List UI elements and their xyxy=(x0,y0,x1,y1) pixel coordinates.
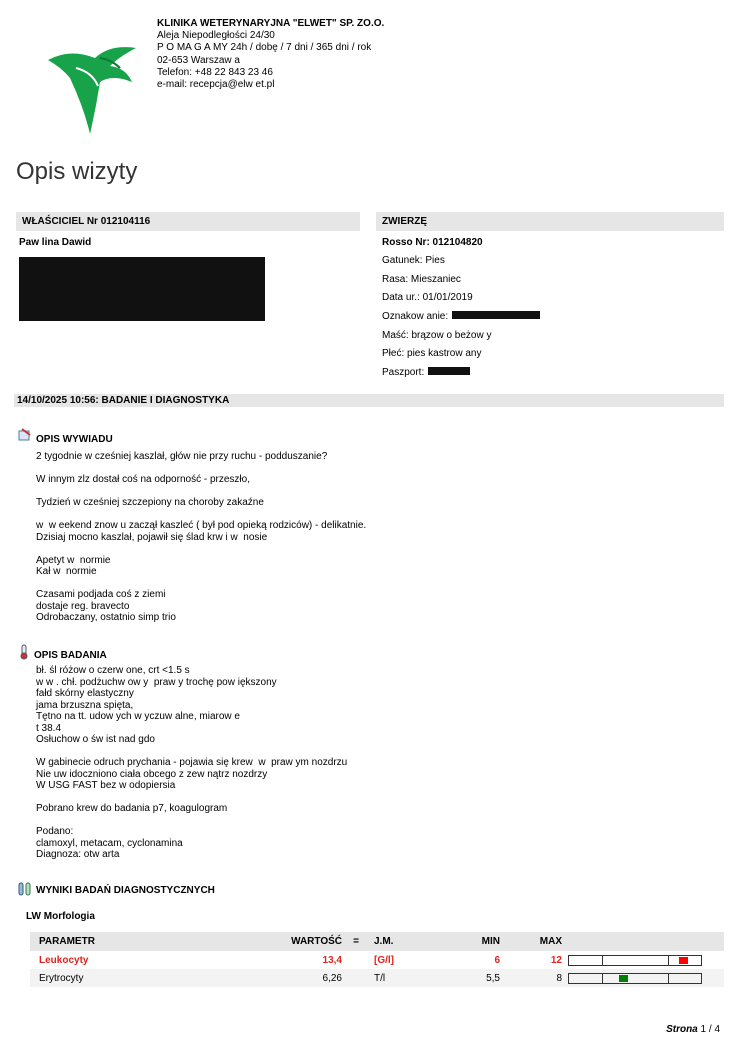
owner-header: WŁAŚCICIEL Nr 012104116 xyxy=(16,212,360,231)
result-unit: T/l xyxy=(370,969,430,987)
owner-redaction xyxy=(19,257,265,321)
clinic-email: e-mail: recepcja@elw et.pl xyxy=(157,79,275,91)
page-indicator xyxy=(666,1024,720,1035)
animal-marking xyxy=(382,311,540,322)
result-param: Leukocyty xyxy=(39,954,89,966)
range-gauge-marker xyxy=(619,975,628,982)
page-title: Opis wizyty xyxy=(16,158,138,185)
animal-name: Rosso Nr: 012104820 xyxy=(382,237,483,248)
animal-coat: Maść: brązow o beżow y xyxy=(382,330,492,341)
animal-dob: Data ur.: 01/01/2019 xyxy=(382,292,473,303)
range-gauge xyxy=(568,955,702,966)
result-unit: [G/l] xyxy=(374,954,394,966)
col-gauge xyxy=(562,932,724,951)
col-min: MIN xyxy=(430,932,500,951)
result-min: 6 xyxy=(494,954,500,966)
page-sep: / xyxy=(708,1024,712,1035)
result-value: 13,4 xyxy=(322,954,342,966)
visit-header: 14/10/2025 10:56: BADANIE I DIAGNOSTYKA xyxy=(14,394,724,407)
result-max: 12 xyxy=(550,954,562,966)
results-section-header xyxy=(18,882,215,899)
result-row xyxy=(30,969,724,987)
clinic-info xyxy=(157,18,384,91)
clinic-address: Aleja Niepodległości 24/30 xyxy=(157,30,275,42)
clinic-hours: P O MA G A MY 24h / dobę / 7 dni / 365 dni / rok xyxy=(157,42,372,54)
animal-passport xyxy=(382,367,470,378)
clinic-name: KLINIKA WETERYNARYJNA "ELWET" SP. ZO.O. xyxy=(157,18,385,29)
col-unit: J.M. xyxy=(370,932,430,951)
results-subheader: LW Morfologia xyxy=(26,911,95,922)
results-title: WYNIKI BADAŃ DIAGNOSTYCZNYCH xyxy=(36,885,215,896)
clinic-postal: 02-653 Warszaw a xyxy=(157,54,240,66)
range-gauge xyxy=(568,973,702,984)
result-max: 8 xyxy=(500,969,562,987)
animal-breed: Rasa: Mieszaniec xyxy=(382,274,461,285)
history-section-header xyxy=(18,428,113,445)
history-title: OPIS WYWIADU xyxy=(36,434,113,445)
clinic-phone: Telefon: +48 22 843 23 46 xyxy=(157,66,273,78)
page-current: 1 xyxy=(700,1024,707,1035)
test-tubes-icon xyxy=(18,882,32,899)
range-gauge-marker xyxy=(679,957,688,964)
results-table xyxy=(30,932,724,987)
notepad-icon xyxy=(18,428,32,445)
exam-title: OPIS BADANIA xyxy=(34,650,107,661)
marking-redaction xyxy=(452,311,540,319)
col-value: WARTOŚĆ xyxy=(190,932,342,951)
owner-name: Paw lina Dawid xyxy=(19,237,92,248)
col-max: MAX xyxy=(500,932,562,951)
exam-section-header xyxy=(18,644,107,663)
col-param: PARAMETR xyxy=(30,932,190,951)
animal-species: Gatunek: Pies xyxy=(382,255,445,266)
animal-header: ZWIERZĘ xyxy=(376,212,724,231)
results-header-row xyxy=(30,932,724,951)
clinic-logo xyxy=(40,38,150,138)
result-value: 6,26 xyxy=(190,969,342,987)
animal-marking-label: Oznakow anie: xyxy=(382,311,449,322)
animal-passport-label: Paszport: xyxy=(382,367,425,378)
result-min: 5,5 xyxy=(430,969,500,987)
thermometer-icon xyxy=(18,644,30,663)
history-text: 2 tygodnie w cześniej kaszlał, głów nie przy ruchu - podduszanie? W innym zlz dostał coś na odporność - przeszło, Tydzień w cześniej szczepiony na choroby zakaźne w w eekend znow u zaczął kaszleć ( był pod opieką rodziców) - delikatnie. Dzisiaj mocno kaszlał, pojawił się ślad krw i w nosie Apetyt w normie Kał w normie Czasami podjada coś z ziemi dostaje reg. bravecto Odrobaczany, ostatnio simp trio xyxy=(36,451,367,623)
result-param: Erytrocyty xyxy=(30,969,190,987)
page-label: Strona xyxy=(666,1024,698,1035)
animal-sex: Płeć: pies kastrow any xyxy=(382,348,482,359)
passport-redaction xyxy=(428,367,470,375)
page-total: 4 xyxy=(714,1024,720,1035)
result-row xyxy=(30,951,724,969)
exam-text: bł. śl różow o czerw one, crt <1.5 s w w . chł. podżuchw ow y praw y trochę pow iększony fałd skórny elastyczny jama brzuszna spięta, Tętno na tt. udow ych w yczuw alne, miarow e t 38.4 Osłuchow o św ist nad gdo W gabinecie odruch prychania - pojawia się krew w praw ym nozdrzu Nie uw idoczniono ciała obcego z zew nątrz nozdrzy W USG FAST bez w odopiersia Pobrano krew do badania p7, koagulogram Podano: clamoxyl, metacam, cyclonamina Diagnoza: otw arta xyxy=(36,665,348,860)
col-eq: = xyxy=(342,932,370,951)
